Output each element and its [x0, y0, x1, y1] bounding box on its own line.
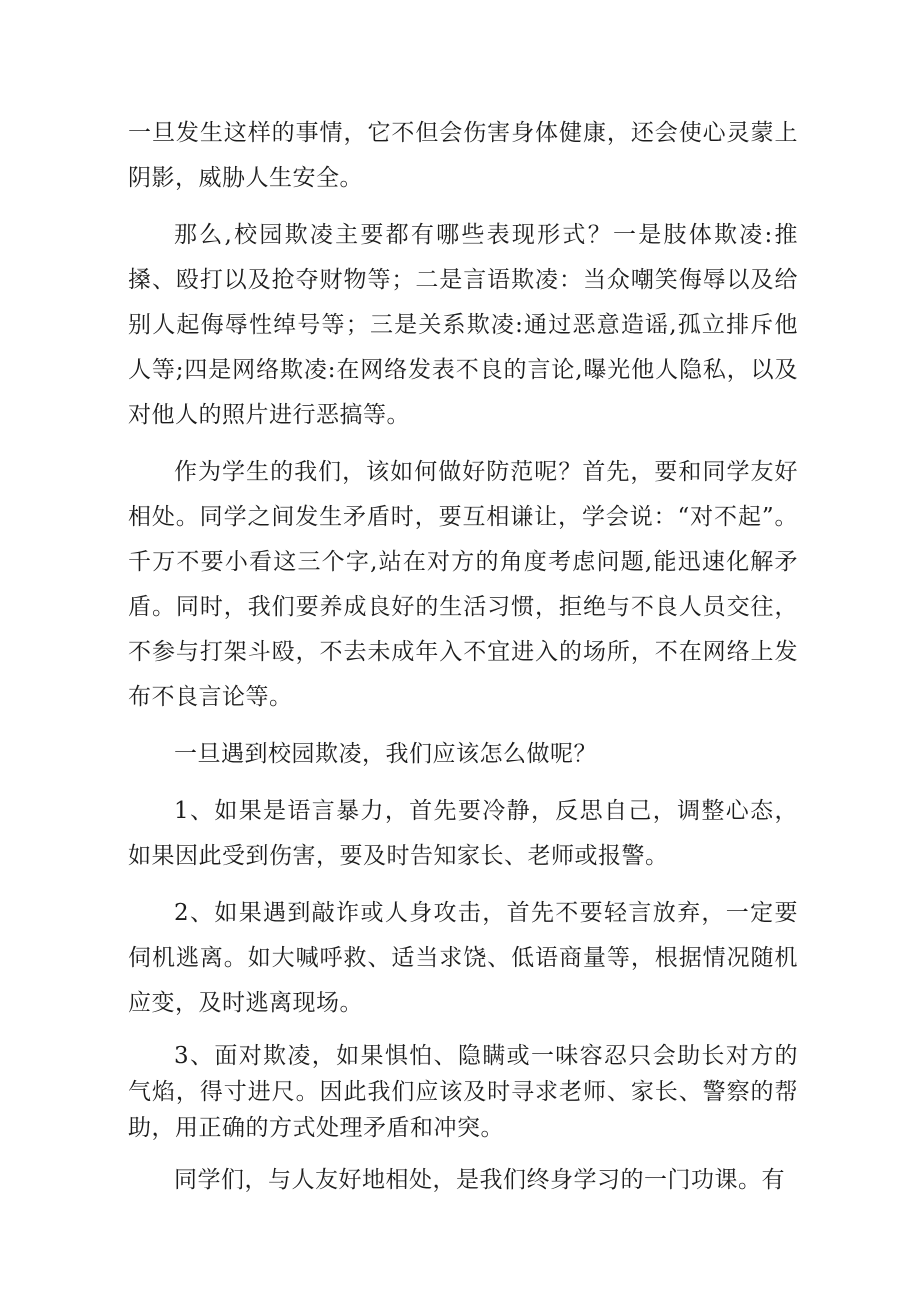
paragraph-item-1: 1、如果是语言暴力，首先要冷静，反思自己，调整心态，如果因此受到伤害，要及时告知家长、老师或报警。 — [128, 798, 798, 869]
paragraph-item-2: 2、如果遇到敲诈或人身攻击，首先不要轻言放弃，一定要伺机逃离。如大喊呼救、适当求饶、低语商量等，根据情况随机应变，及时逃离现场。 — [128, 900, 798, 1016]
paragraph-closing: 同学们，与人友好地相处，是我们终身学习的一门功课。有 — [174, 1167, 785, 1193]
document-body — [128, 111, 798, 1203]
paragraph-response-question: 一旦遇到校园欺凌，我们应该怎么做呢？ — [174, 741, 597, 767]
paragraph-prevention: 作为学生的我们，该如何做好防范呢？首先，要和同学友好相处。同学之间发生矛盾时，要互相谦让，学会说：“对不起”。千万不要小看这三个字,站在对方的角度考虑问题,能迅速化解矛盾。同时，我们要养成良好的生活习惯，拒绝与不良人员交往，不参与打架斗殴，不去未成年入不宜进入的场所，不在网络上发布不良言论等。 — [128, 459, 798, 710]
paragraph-item-3: 3、面对欺凌，如果惧怕、隐瞒或一味容忍只会助长对方的气焰，得寸进尺。因此我们应该及时寻求老师、家长、警察的帮助，用正确的方式处理矛盾和冲突。 — [128, 1043, 798, 1141]
paragraph-bullying-forms: 那么,校园欺凌主要都有哪些表现形式？一是肢体欺凌:推搡、殴打以及抢夺财物等；二是言语欺凌：当众嘲笑侮辱以及给别人起侮辱性绰号等；三是关系欺凌:通过恶意造谣,孤立排斥他人等;四是网络欺凌:在网络发表不良的言论,曝光他人隐私，以及对他人的照片进行恶搞等。 — [128, 222, 798, 428]
paragraph-continuation: 一旦发生这样的事情，它不但会伤害身体健康，还会使心灵蒙上阴影，威胁人生安全。 — [128, 120, 798, 191]
